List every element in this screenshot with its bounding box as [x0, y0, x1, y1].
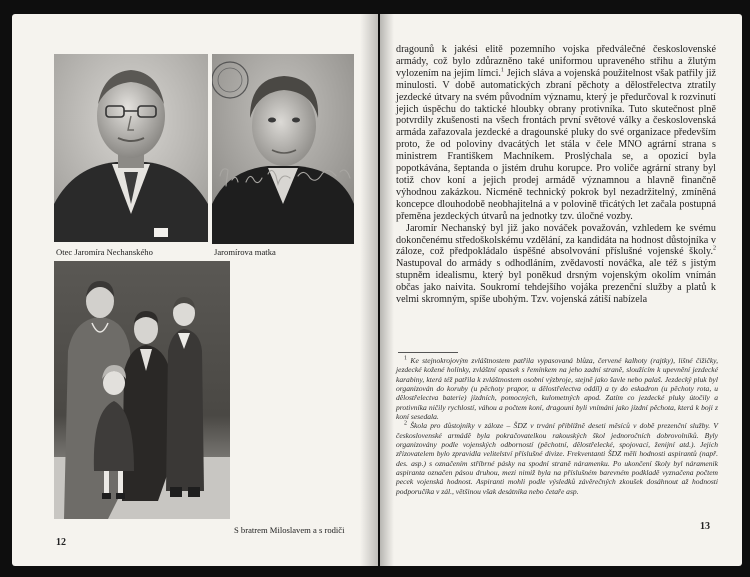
caption-family: S bratrem Miloslavem a s rodiči [234, 525, 345, 535]
page-number-right: 13 [700, 521, 710, 532]
paragraph-text: Jejich sláva a vojenská použitelnost však patřily již minulosti. V době automatických zbraní pěchoty a dělostřelectva ztratily jezdecké útvary na svém původním významu, který je předurčoval k rozvinutí jejich úspěchu do taktické hloubky obrany protivníka. Tuto skutečnost plně potvrdily zkušenosti na všech frontách první světové války a československá armáda zařazovala jezdecké a dragounské pluky do své organizace především proto, že od poloviny dvacátých let stála v čele MNO agrární strana s ministrem Františkem Machníkem. Proslýchala se, a opozicí byla popotkávána, šeptanda o jistém druhu korupce. Pro voliče agrární strany byl totiž chov koní a jejich prodej armádě významnou a hlavně finančně výhodnou zakázkou. Nicméně technický pokrok byl nezadržitelný, zmíněná koncepce dlouhodobě neobhajitelná a v polovině třicátých let začala postupná přeměna jezdeckých útvarů na jednotky tzv. úločné vozby. [396, 67, 716, 222]
photo-family [54, 261, 230, 519]
footnotes [396, 356, 718, 496]
footnote-number: 2 [404, 420, 407, 427]
right-page [380, 14, 742, 566]
footnote-ref: 1 [500, 67, 504, 74]
caption-father: Otec Jaromíra Nechanského [56, 247, 153, 257]
paragraph-text: Nastupoval do armády s odhodláním, zvědavostí nováčka, ale též s jistým stupněm idealismu, který byl poněkud drsným vojenským okolím vnímán občas jako naivita. Soukromí tehdejšího vojáka prezenční služby a platů k velmi skromným, spíše ubohým. Tzv. vojenská zátiší nabízela [396, 258, 716, 306]
left-page [12, 14, 378, 566]
footnote-number: 1 [404, 355, 407, 362]
paragraph-text: Jaromír Nechanský byl již jako nováček považován, vzhledem ke svému dokončenému středoškolskému vzdělání, za kandidáta na hodnost důstojníka v záloze, což předpokládalo úspěšné absolvování příslušné vojenské školy. [396, 222, 716, 258]
footnote-text: Škola pro důstojníky v záloze – ŠDZ v trvání přibližně deseti měsíců v době prezenční služby. V československé armádě byla pokračovatelkou rakouských škol jednoročních dobrovolníků. Byly organizovány podle vojenských odborností (pěchotní, dělostřelecké, spojovací, ženijní atd.). Jejich zřizovatelem bylo zpravidla velitelství příslušné divize. Frekventanti ŠDZ měli hodnosti aspirantů (např. des. asp.) s označením stříbrné pásky na spodní straně náramenku. Po ukončení školy byl náramenik aspiranta označen pásou druhou, mezi nimiž byla na příslušném barevném podkladě vyznačena počtem pecek vojenská hodnost. Aspiranti mohli podle výsledků závěrečných zkoušek dosáhnout až hodnosti podporučíka v zál., většinou však desátníka nebo četaře asp. [396, 421, 719, 496]
footnote-text: Ke stejnokrojovým zvláštnostem patřila vypasovaná blůza, červené kalhoty (rajtky), lišné čižičky, jezdecké kožené holínky, zvláštní opasek s řemínkem na jeho zadní straně, sloužícím k upevnění jezdecké karabiny, která též patřila k zvláštnostem osobní výzbroje, stejně jako šavle nebo palaš. Jezdecký pluk byl organizován do koruby (u pěchoty prapor, u dělostřelectva oddíl) a ty do eskadron (u pěchoty rota, u dělostřelectva baterie) jízdních, pomocných, kulometných apod. Zatím co jezdecké pluky útočily a protivníka ničily rychlostí, váhou a počtem koní, dragouni byli vnímáni jako jízdní pěchota, která k boji z koní sesedala. [396, 356, 718, 422]
paragraph [396, 44, 716, 223]
footnote [396, 356, 718, 421]
caption-mother: Jaromírova matka [214, 247, 276, 257]
footnote [396, 421, 718, 496]
body-text [396, 44, 716, 306]
gutter-shadow-left [360, 14, 378, 566]
footnote-rule [398, 352, 458, 353]
page-number-left: 12 [56, 537, 66, 548]
paragraph [396, 223, 716, 306]
photo-father [54, 54, 208, 242]
gutter-shadow-right [380, 14, 394, 566]
footnote-ref: 2 [713, 246, 716, 253]
paragraph-text: dragounů k jakési elitě pozemního vojska předválečné československé armády, což bylo zdůrazněno také uniformou upraveného střihu a žlutým vylozením na jejím límci. [396, 44, 716, 79]
photo-mother [212, 54, 354, 244]
